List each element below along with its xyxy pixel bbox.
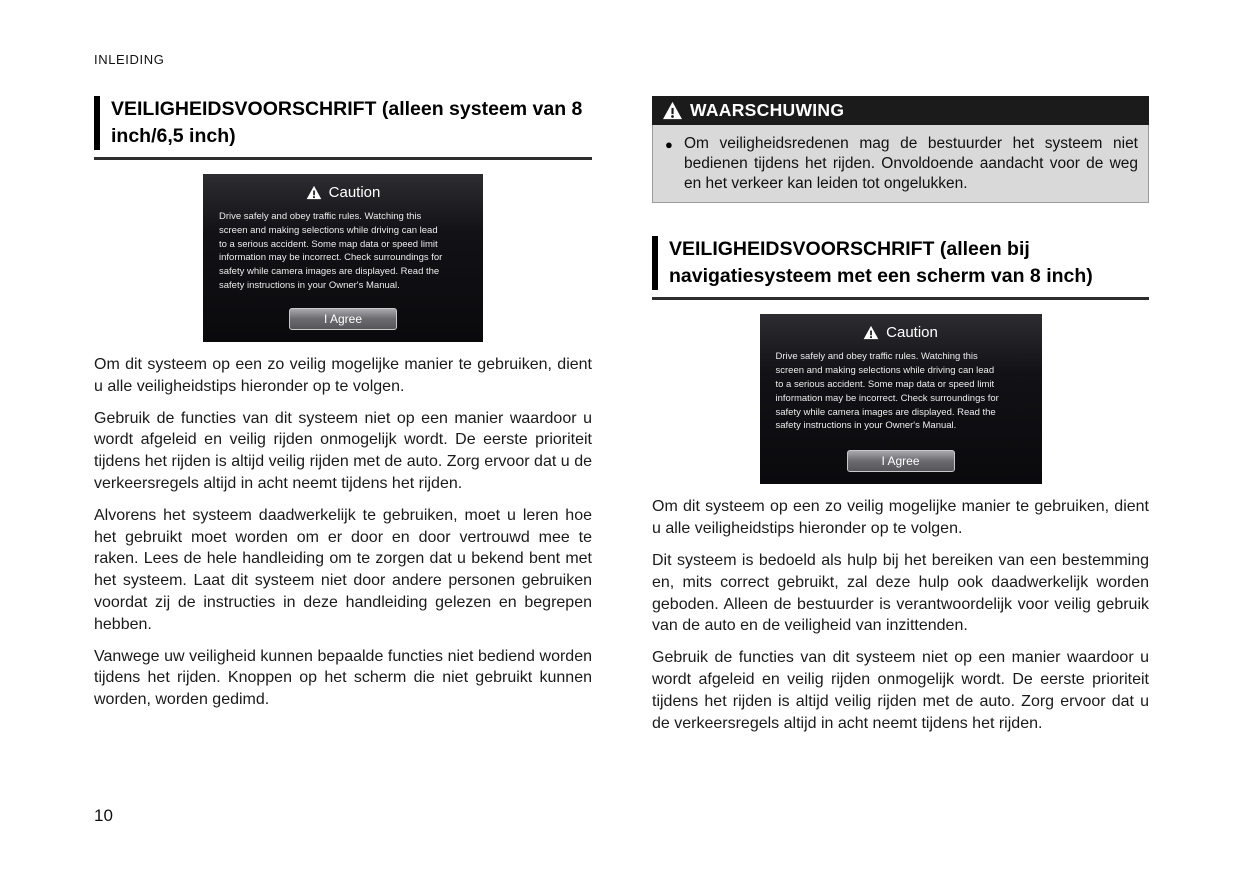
caution-body-line: safety instructions in your Owner's Manual. [775, 420, 957, 432]
caution-title-text: Caution [328, 184, 381, 201]
section-heading-left: VEILIGHEIDSVOORSCHRIFT (alleen systeem van 8 inch/6,5 inch) [94, 96, 592, 150]
warning-triangle-icon [662, 101, 683, 120]
caution-title-text: Caution [886, 324, 938, 342]
caution-body [776, 350, 1026, 446]
caution-body-line: screen and making selections while driving can lead [219, 224, 438, 236]
warning-title: WAARSCHUWING [690, 100, 845, 120]
paragraph: Dit systeem is bedoeld als hulp bij het bereiken van een bestemming en, mits correct gebruikt, zal deze hulp ook daadwerkelijk worden geboden. Alleen de bestuurder is verantwoordelijk voor veilig gebruik van de auto en de veiligheid van inzittenden. [652, 551, 1149, 635]
paragraph: Om dit systeem op een zo veilig mogelijke manier te gebruiken, dient u alle veiligheidstips hieronder op te volgen. [94, 356, 592, 395]
paragraph: Vanwege uw veiligheid kunnen bepaalde functies niet bediend worden tijdens het rijden. Knoppen op het scherm die niet gebruikt kunnen worden, worden gedimd. [94, 647, 592, 709]
caution-body-line: Drive safely and obey traffic rules. Watching this [775, 351, 978, 363]
page-number: 10 [94, 806, 113, 825]
caution-body-line: to a serious accident. Some map data or speed limit [219, 238, 438, 250]
caution-body-line: to a serious accident. Some map data or speed limit [775, 378, 995, 390]
bullet-icon: ● [665, 137, 673, 152]
i-agree-button: I Agree [847, 450, 955, 472]
paragraph: Alvorens het systeem daadwerkelijk te gebruiken, moet u leren hoe het gebruikt moet worden om er door en door vertrouwd mee te raken. Lees de hele handleiding om te zorgen dat u bekend bent met het systeem. Laat dit systeem niet door andere personen gebruiken voordat zij de instructies in deze handleiding gelezen en begrepen hebben. [94, 506, 592, 633]
right-heading-block [652, 236, 1149, 300]
warning-banner [652, 96, 1149, 125]
paragraph: Gebruik de functies van dit systeem niet op een manier waardoor u wordt afgeleid en veilig rijden onmogelijk wordt. De eerste prioriteit tijdens het rijden is altijd veilig rijden met de auto. Zorg ervoor dat u de verkeersregels altijd in acht neemt tijdens het rijden. [652, 649, 1149, 732]
section-heading-right: VEILIGHEIDSVOORSCHRIFT (alleen bij navigatiesysteem met een scherm van 8 inch) [652, 236, 1149, 290]
caution-body-line: information may be incorrect. Check surroundings for [219, 252, 443, 264]
page-header-label: INLEIDING [94, 52, 165, 67]
caution-screenshot [760, 314, 1042, 484]
caution-body-line: Drive safely and obey traffic rules. Watching this [219, 211, 422, 222]
caution-screenshot [203, 174, 483, 342]
warning-note-body [663, 134, 1138, 193]
paragraph: Om dit systeem op een zo veilig mogelijke manier te gebruiken, dient u alle veiligheidstips hieronder op te volgen. [652, 498, 1149, 538]
i-agree-button: I Agree [289, 308, 397, 330]
right-column [652, 96, 1149, 744]
warning-triangle-icon [306, 185, 322, 200]
left-heading-block [94, 96, 592, 160]
left-column [94, 96, 592, 721]
caution-body-line: safety while camera images are displayed. Read the [219, 266, 440, 278]
caution-body-line: safety instructions in your Owner's Manual. [219, 279, 400, 291]
paragraph: Gebruik de functies van dit systeem niet op een manier waardoor u wordt afgeleid en veilig rijden onmogelijk wordt. De eerste prioriteit tijdens het rijden is altijd veilig rijden met de auto. Zorg ervoor dat u de verkeersregels altijd in acht neemt tijdens het rijden. [94, 409, 592, 492]
caution-body-line: information may be incorrect. Check surroundings for [775, 392, 999, 404]
caution-title [776, 324, 1026, 341]
caution-body [219, 210, 467, 304]
caution-title [219, 184, 467, 201]
warning-note-text: Om veiligheidsredenen mag de bestuurder het systeem niet bedienen tijdens het rijden. Onvoldoende aandacht voor de weg en het verkeer kan leiden tot ongelukken. [684, 135, 1138, 192]
warning-triangle-icon [863, 325, 879, 340]
warning-note [652, 125, 1149, 203]
caution-body-line: safety while camera images are displayed. Read the [775, 406, 996, 418]
caution-body-line: screen and making selections while driving can lead [775, 365, 995, 377]
